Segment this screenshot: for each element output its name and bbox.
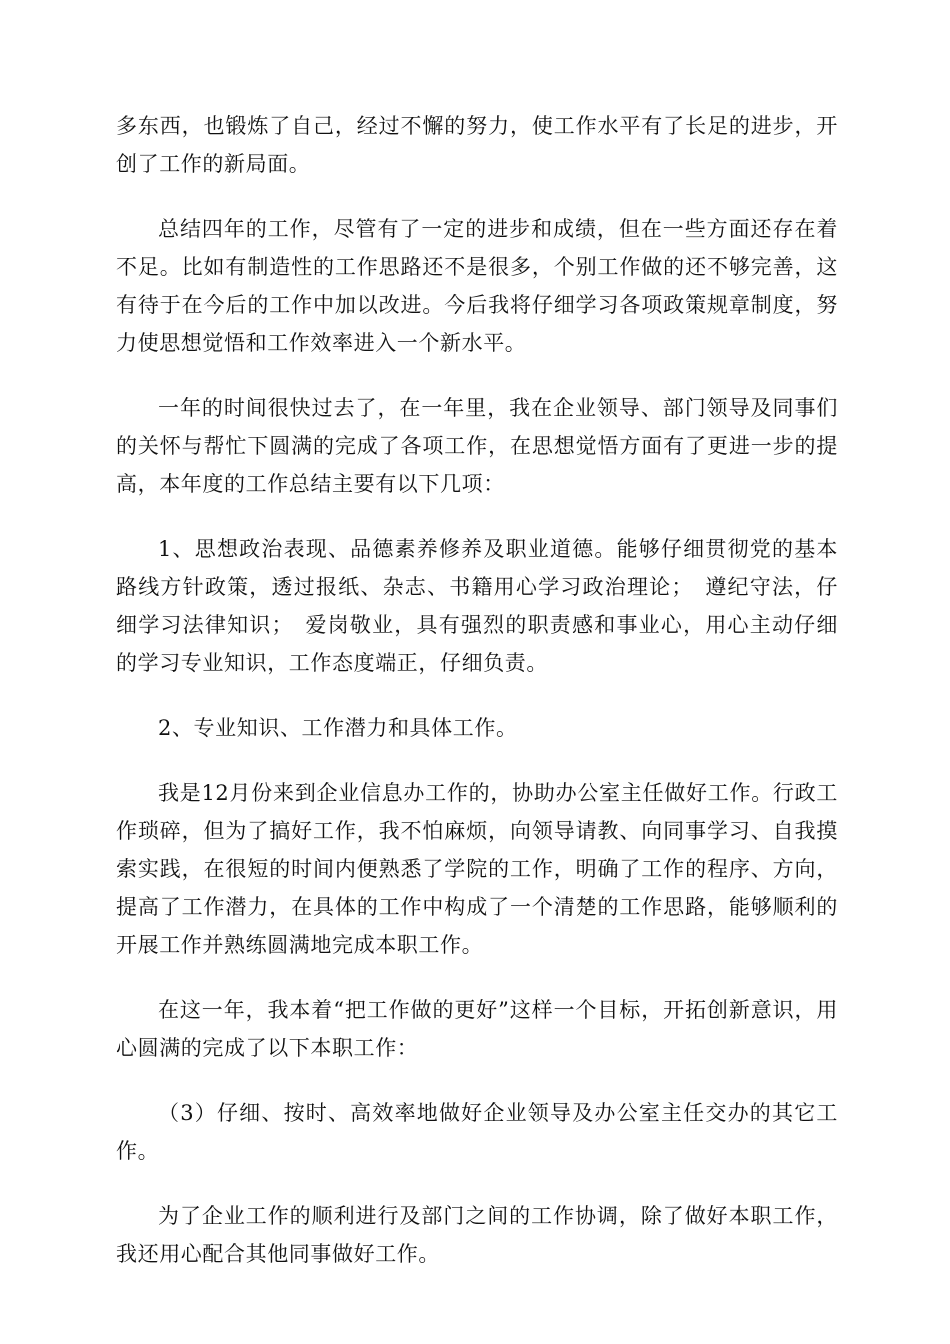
paragraph-goal: 在这一年，我本着“把工作做的更好”这样一个目标，开拓创新意识，用心圆满的完成了以下本职工作： bbox=[116, 998, 838, 1060]
paragraph-summary-shortcomings: 总结四年的工作，尽管有了一定的进步和成绩，但在一些方面还存在着不足。比如有制造性的工作思路还不是很多，个别工作做的还不够完善，这有待于在今后的工作中加以改进。今后我将仔细学习各项政策规章制度，努力使思想觉悟和工作效率进入一个新水平。 bbox=[116, 217, 838, 355]
document-body bbox=[116, 107, 838, 1300]
paragraph-year-review-intro: 一年的时间很快过去了，在一年里，我在企业领导、部门领导及同事们的关怀与帮忙下圆满的完成了各项工作，在思想觉悟方面有了更进一步的提高，本年度的工作总结主要有以下几项： bbox=[116, 396, 838, 496]
paragraph-item-2-heading: 2、专业知识、工作潜力和具体工作。 bbox=[158, 716, 518, 740]
paragraph-continued: 多东西，也锻炼了自己，经过不懈的努力，使工作水平有了长足的进步，开创了工作的新局面。 bbox=[116, 114, 838, 176]
paragraph-cooperation: 为了企业工作的顺利进行及部门之间的工作协调，除了做好本职工作，我还用心配合其他同事做好工作。 bbox=[116, 1204, 838, 1266]
paragraph-work-details: 我是12月份来到企业信息办工作的，协助办公室主任做好工作。行政工作琐碎，但为了搞好工作，我不怕麻烦，向领导请教、向同事学习、自我摸索实践，在很短的时间内便熟悉了学院的工作，明确了工作的程序、方向，提高了工作潜力，在具体的工作中构成了一个清楚的工作思路，能够顺利的开展工作并熟练圆满地完成本职工作。 bbox=[116, 781, 838, 957]
paragraph-item-1-political: 1、思想政治表现、品德素养修养及职业道德。能够仔细贯彻党的基本路线方针政策，透过报纸、杂志、书籍用心学习政治理论； 遵纪守法，仔细学习法律知识； 爱岗敬业，具有强烈的职责感和事业心，用心主动仔细的学习专业知识，工作态度端正，仔细负责。 bbox=[116, 537, 838, 675]
paragraph-item-3: （3）仔细、按时、高效率地做好企业领导及办公室主任交办的其它工作。 bbox=[116, 1101, 838, 1163]
